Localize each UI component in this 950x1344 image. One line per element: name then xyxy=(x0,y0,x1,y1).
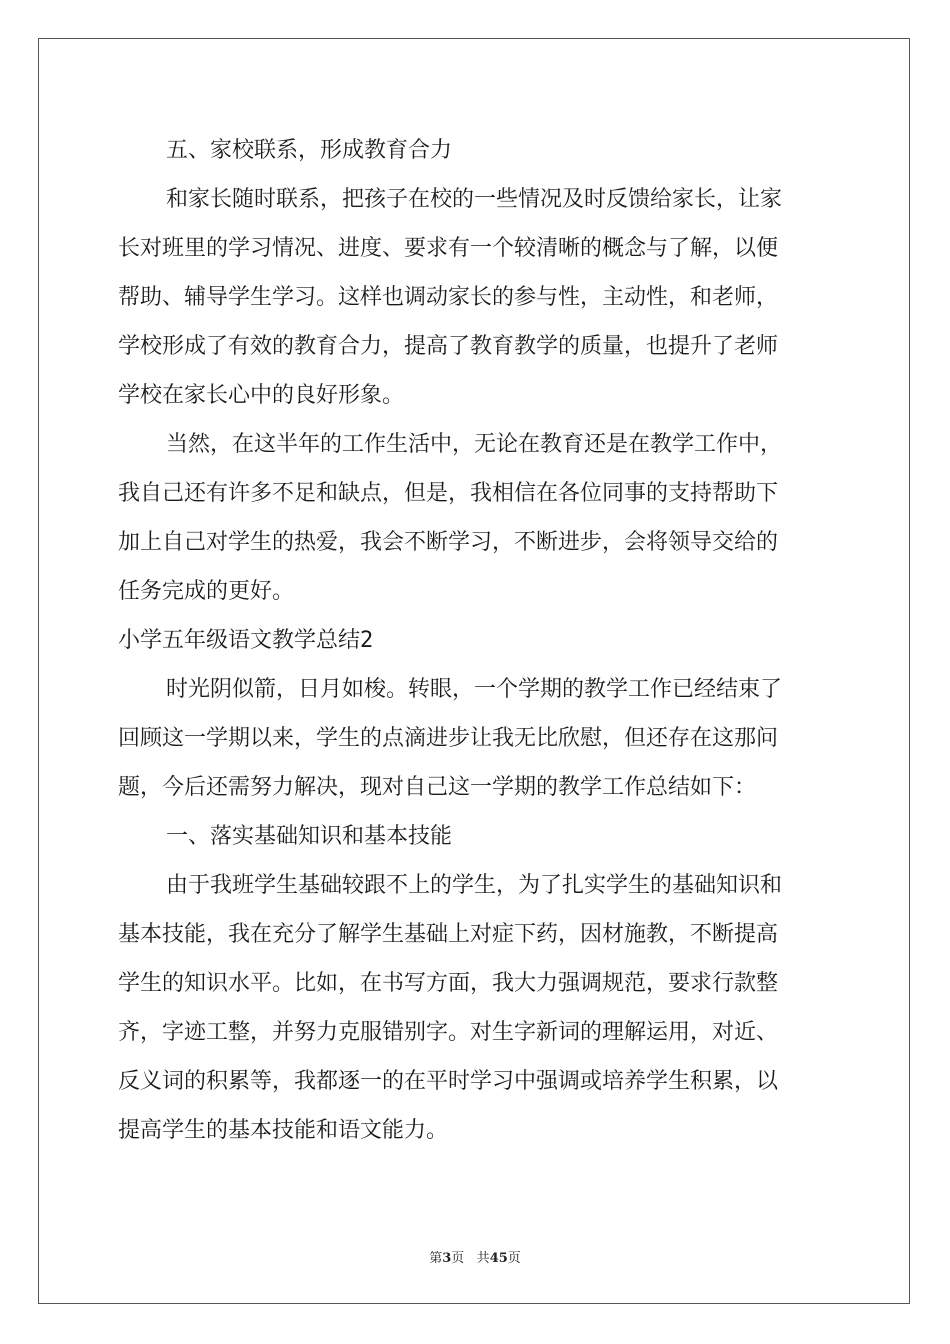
text-line: 帮助、辅导学生学习。这样也调动家长的参与性，主动性，和老师， xyxy=(118,285,779,310)
text-line: 学校形成了有效的教育合力，提高了教育教学的质量，也提升了老师 xyxy=(118,334,779,359)
current-page-number: 3 xyxy=(442,1251,452,1266)
text-line: 提高学生的基本技能和语文能力。 xyxy=(118,1118,449,1143)
text-line: 齐，字迹工整，并努力克服错别字。对生字新词的理解运用，对近、 xyxy=(118,1020,779,1045)
total-prefix: 共 xyxy=(476,1251,490,1266)
text-line: 由于我班学生基础较跟不上的学生，为了扎实学生的基础知识和 xyxy=(166,873,783,898)
text-line: 五、家校联系，形成教育合力 xyxy=(166,138,453,163)
text-line: 任务完成的更好。 xyxy=(118,579,295,604)
page-suffix: 页 xyxy=(451,1251,465,1266)
text-line: 加上自己对学生的热爱，我会不断学习，不断进步，会将领导交给的 xyxy=(118,530,779,555)
total-suffix: 页 xyxy=(507,1251,521,1266)
text-line: 小学五年级语文教学总结2 xyxy=(118,628,374,653)
text-line: 我自己还有许多不足和缺点，但是，我相信在各位同事的支持帮助下 xyxy=(118,481,779,506)
text-line: 学校在家长心中的良好形象。 xyxy=(118,383,405,408)
text-line: 时光阴似箭，日月如梭。转眼，一个学期的教学工作已经结束了 xyxy=(166,677,783,702)
document-body xyxy=(118,126,834,1155)
page-prefix: 第 xyxy=(429,1251,443,1266)
total-page-count: 45 xyxy=(489,1251,508,1266)
text-line: 和家长随时联系，把孩子在校的一些情况及时反馈给家长，让家 xyxy=(166,187,783,212)
text-line: 基本技能，我在充分了解学生基础上对症下药，因材施教，不断提高 xyxy=(118,922,779,947)
text-line: 长对班里的学习情况、进度、要求有一个较清晰的概念与了解，以便 xyxy=(118,236,779,261)
text-line: 当然，在这半年的工作生活中，无论在教育还是在教学工作中， xyxy=(166,432,783,457)
text-line: 题，今后还需努力解决，现对自己这一学期的教学工作总结如下： xyxy=(118,775,757,800)
text-line: 一、落实基础知识和基本技能 xyxy=(166,824,453,849)
text-line: 反义词的积累等，我都逐一的在平时学习中强调或培养学生积累，以 xyxy=(118,1069,779,1094)
text-line: 学生的知识水平。比如，在书写方面，我大力强调规范，要求行款整 xyxy=(118,971,779,996)
page-footer xyxy=(0,1247,950,1266)
text-line: 回顾这一学期以来，学生的点滴进步让我无比欣慰，但还存在这那问 xyxy=(118,726,779,751)
